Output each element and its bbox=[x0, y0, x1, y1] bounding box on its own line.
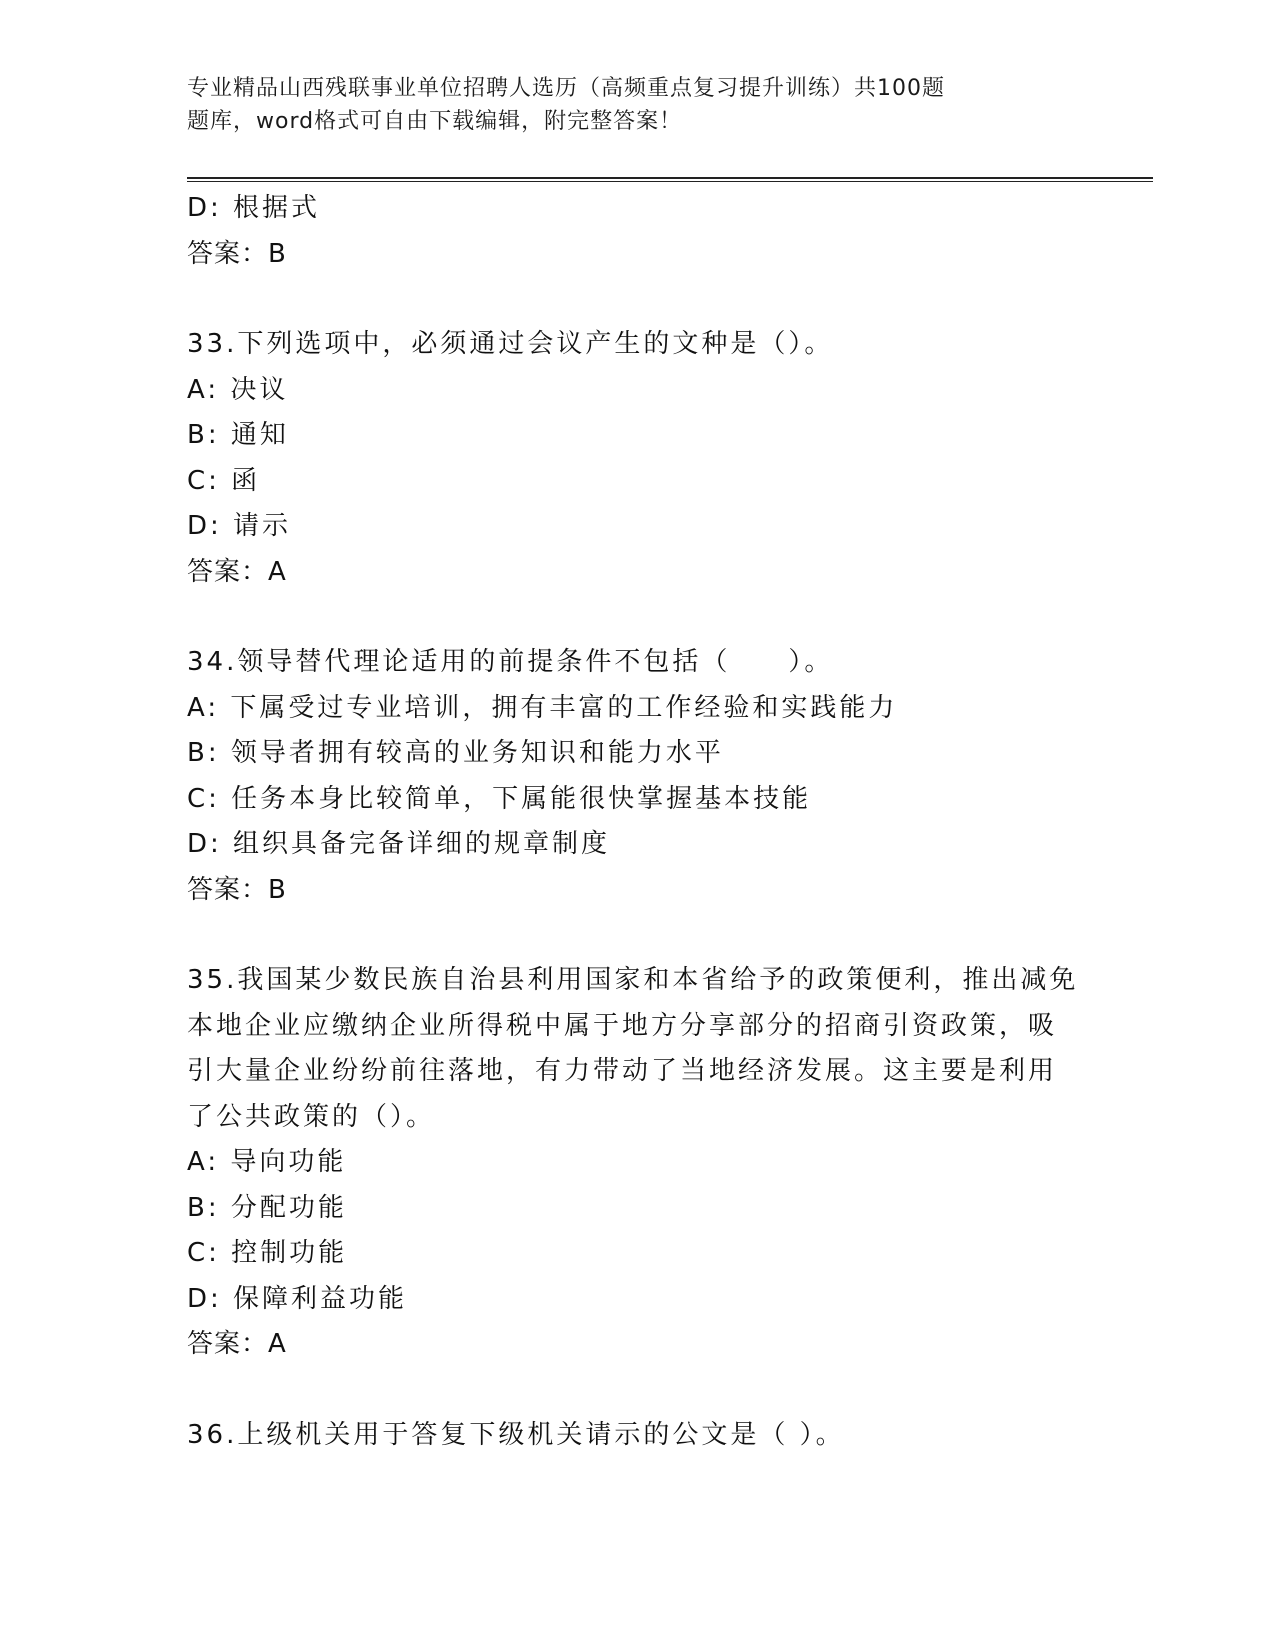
spacer bbox=[187, 277, 1087, 322]
question-text: 36.上级机关用于答复下级机关请示的公文是（ ）。 bbox=[187, 1419, 845, 1450]
spacer bbox=[187, 1368, 1087, 1413]
header-divider bbox=[187, 177, 1153, 182]
option-c: C: 任务本身比较简单，下属能很快掌握基本技能 bbox=[187, 783, 812, 814]
answer: 答案：B bbox=[187, 874, 287, 905]
question-text: 33.下列选项中，必须通过会议产生的文种是（）。 bbox=[187, 329, 834, 359]
answer: 答案：B bbox=[187, 238, 287, 269]
question-text-line-4: 了公共政策的（）。 bbox=[187, 1101, 436, 1132]
document-body bbox=[187, 186, 1087, 1458]
option-a: A: 下属受过专业培训，拥有丰富的工作经验和实践能力 bbox=[187, 692, 898, 723]
option-d: D: 保障利益功能 bbox=[187, 1283, 408, 1314]
option-b: B: 分配功能 bbox=[187, 1192, 347, 1223]
question-36 bbox=[187, 1413, 1087, 1459]
spacer bbox=[187, 595, 1087, 640]
option-b: B: 领导者拥有较高的业务知识和能力水平 bbox=[187, 738, 724, 768]
option-c: C: 控制功能 bbox=[187, 1238, 348, 1268]
answer: 答案：A bbox=[187, 556, 287, 587]
option-a: A: 决议 bbox=[187, 374, 289, 405]
answer: 答案：A bbox=[187, 1329, 287, 1359]
question-text: 34.领导替代理论适用的前提条件不包括（ ）。 bbox=[187, 647, 834, 677]
option-d: D: 组织具备完备详细的规章制度 bbox=[187, 829, 611, 859]
header-line-1: 专业精品山西残联事业单位招聘人选历（高频重点复习提升训练）共100题 bbox=[187, 76, 945, 101]
question-text-line-2: 本地企业应缴纳企业所得税中属于地方分享部分的招商引资政策，吸 bbox=[187, 1010, 1058, 1041]
option-d: D: 根据式 bbox=[187, 193, 321, 223]
question-33 bbox=[187, 322, 1087, 595]
question-text-line-3: 引大量企业纷纷前往落地，有力带动了当地经济发展。这主要是利用 bbox=[187, 1056, 1058, 1086]
option-a: A: 导向功能 bbox=[187, 1147, 347, 1177]
header-line-2: 题库，word格式可自由下载编辑，附完整答案！ bbox=[187, 109, 683, 134]
question-32-tail bbox=[187, 186, 1087, 277]
question-35 bbox=[187, 958, 1087, 1368]
document-header bbox=[187, 72, 1047, 138]
option-c: C: 函 bbox=[187, 465, 261, 496]
question-34 bbox=[187, 640, 1087, 913]
option-b: B: 通知 bbox=[187, 420, 289, 450]
option-d: D: 请示 bbox=[187, 511, 292, 541]
question-text-line-1: 35.我国某少数民族自治县利用国家和本省给予的政策便利，推出减免 bbox=[187, 965, 1079, 995]
spacer bbox=[187, 913, 1087, 958]
